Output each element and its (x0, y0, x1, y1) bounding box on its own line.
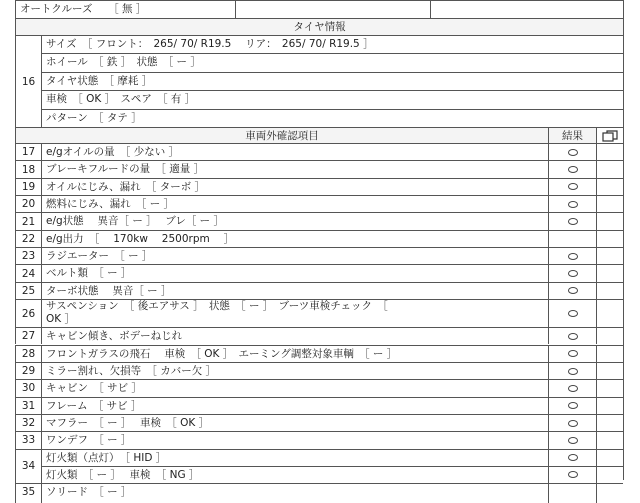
item-text (41, 143, 548, 160)
note-cell (596, 212, 623, 229)
item-line: キャビン傾き、ボデーねじれ (46, 330, 183, 343)
result-cell (548, 379, 596, 396)
result-cell (548, 264, 596, 281)
item-line: キャビン ［ サビ ］ (46, 382, 142, 395)
item-line: マフラー ［ ー ］ 車検 ［ OK ］ (46, 416, 210, 429)
row-number: 29 (15, 362, 41, 379)
row-number: 31 (15, 397, 41, 414)
result-cell (548, 178, 596, 195)
note-cell (596, 327, 623, 344)
note-cell (596, 379, 623, 396)
cruise-cell: オートクルーズ ［ 無 ］ (15, 0, 235, 18)
note-cell (596, 178, 623, 195)
item-line: 燃料にじみ、漏れ ［ ー ］ (46, 198, 175, 211)
note-cell (596, 247, 623, 264)
row-number: 30 (15, 379, 41, 396)
result-cell (548, 431, 596, 448)
result-circle-mark (568, 402, 578, 409)
row-number: 17 (15, 143, 41, 160)
result-circle-mark (568, 253, 578, 260)
row-number: 21 (15, 212, 41, 229)
result-cell (548, 299, 596, 327)
row-number: 32 (15, 414, 41, 431)
note-cell (596, 230, 623, 247)
blank-cell (235, 0, 430, 18)
tire-line: サイズ ［ フロント： 265/ 70/ R19.5 リア： 265/ 70/ R19.5 ］ (41, 35, 623, 53)
item-text (41, 160, 548, 177)
item-text (41, 282, 548, 299)
item-text (41, 212, 548, 229)
note-cell (596, 195, 623, 212)
note-cell (596, 299, 623, 327)
result-circle-mark (568, 350, 578, 357)
note-cell (596, 449, 623, 466)
note-cell (596, 483, 623, 503)
item-line: ラジエーター ［ ー ］ (46, 250, 153, 263)
result-circle-mark (568, 149, 578, 156)
item-line: OK ］ (46, 313, 75, 326)
item-line: ワンデフ ［ ー ］ (46, 434, 132, 447)
result-circle-mark (568, 218, 578, 225)
row-number: 20 (15, 195, 41, 212)
row-number: 22 (15, 230, 41, 247)
copy-icon (596, 127, 623, 143)
row-number: 16 (15, 35, 41, 127)
item-text (41, 397, 548, 414)
row-number: 34 (15, 449, 41, 483)
item-line: e/g状態 異音［ ー ］ ブレ［ ー ］ (46, 215, 225, 228)
result-cell (548, 195, 596, 212)
result-circle-mark (568, 437, 578, 444)
item-text: 灯火類（点灯） ［ HID ］ (41, 449, 548, 466)
item-line: ターボ状態 異音［ ー ］ (46, 284, 172, 297)
item-text: ソリード ［ ー ］ (41, 483, 548, 503)
result-circle-mark (568, 201, 578, 208)
note-cell (596, 143, 623, 160)
result-circle-mark (568, 471, 578, 478)
item-text (41, 414, 548, 431)
item-text (41, 379, 548, 396)
result-cell (548, 362, 596, 379)
result-circle-mark (568, 183, 578, 190)
result-cell (548, 212, 596, 229)
item-text (41, 247, 548, 264)
row-number: 18 (15, 160, 41, 177)
item-line: e/g出力 ［ 170kw 2500rpm ］ (46, 232, 235, 245)
result-circle-mark (568, 420, 578, 427)
result-cell (548, 397, 596, 414)
item-text (41, 230, 548, 247)
result-circle-mark (568, 454, 578, 461)
row-number: 26 (15, 299, 41, 327)
tire-line: ホイール ［ 鉄 ］ 状態 ［ ー ］ (41, 53, 623, 71)
row-number: 23 (15, 247, 41, 264)
item-text (41, 327, 548, 344)
item-line: ミラー割れ、欠損等 ［ カバー欠 ］ (46, 364, 217, 377)
exterior-section-title: 車両外確認項目 (15, 127, 548, 143)
result-circle-mark (568, 270, 578, 277)
tire-section-title: タイヤ情報 (15, 18, 623, 35)
item-line: e/gオイルの量 ［ 少ない ］ (46, 146, 180, 158)
result-cell (548, 345, 596, 362)
item-text (41, 299, 548, 327)
tire-line: パターン ［ タテ ］ (41, 109, 623, 127)
note-cell (596, 362, 623, 379)
result-circle-mark (568, 166, 578, 173)
row-number: 24 (15, 264, 41, 281)
result-circle-mark (568, 385, 578, 392)
result-circle-mark (568, 333, 578, 340)
item-line: フロントガラスの飛石 車検 ［ OK ］ エーミング調整対象車輌 ［ ー ］ (46, 347, 398, 360)
tire-line: 車検 ［ OK ］ スペア ［ 有 ］ (41, 90, 623, 108)
result-cell (548, 247, 596, 264)
item-text: 灯火類 ［ ー ］ 車検 ［ NG ］ (41, 466, 548, 483)
blank-cell (430, 0, 623, 18)
grid-line (623, 0, 624, 480)
item-line: オイルにじみ、漏れ ［ ターボ ］ (46, 180, 206, 193)
note-cell (596, 264, 623, 281)
result-cell (548, 414, 596, 431)
result-circle-mark (568, 368, 578, 375)
note-cell (596, 345, 623, 362)
result-cell (548, 449, 596, 466)
result-circle-mark (568, 310, 578, 317)
result-header: 結果 (548, 127, 596, 143)
note-cell (596, 397, 623, 414)
item-text (41, 178, 548, 195)
row-number: 35 (15, 483, 41, 503)
result-cell (548, 483, 596, 503)
tire-line: タイヤ状態 ［ 摩耗 ］ (41, 72, 623, 90)
note-cell (596, 431, 623, 448)
note-cell (596, 414, 623, 431)
row-number: 25 (15, 282, 41, 299)
item-text (41, 431, 548, 448)
item-text (41, 264, 548, 281)
item-line: フレーム ［ サビ ］ (46, 399, 142, 412)
result-cell (548, 143, 596, 160)
row-number: 27 (15, 327, 41, 344)
result-cell (548, 282, 596, 299)
item-line: サスペンション ［ 後エアサス ］ 状態 ［ ー ］ ブーツ車検チェック ［ (46, 300, 388, 313)
item-text (41, 345, 548, 362)
item-line: ベルト類 ［ ー ］ (46, 267, 132, 280)
item-text (41, 195, 548, 212)
item-line: ブレーキフルードの量 ［ 適量 ］ (46, 163, 205, 176)
result-cell (548, 160, 596, 177)
note-cell (596, 466, 623, 483)
note-cell (596, 282, 623, 299)
result-cell (548, 230, 596, 247)
row-number: 28 (15, 345, 41, 362)
result-cell (548, 327, 596, 344)
note-cell (596, 160, 623, 177)
row-number: 33 (15, 431, 41, 448)
row-number: 19 (15, 178, 41, 195)
result-circle-mark (568, 287, 578, 294)
result-cell (548, 466, 596, 483)
item-text (41, 362, 548, 379)
